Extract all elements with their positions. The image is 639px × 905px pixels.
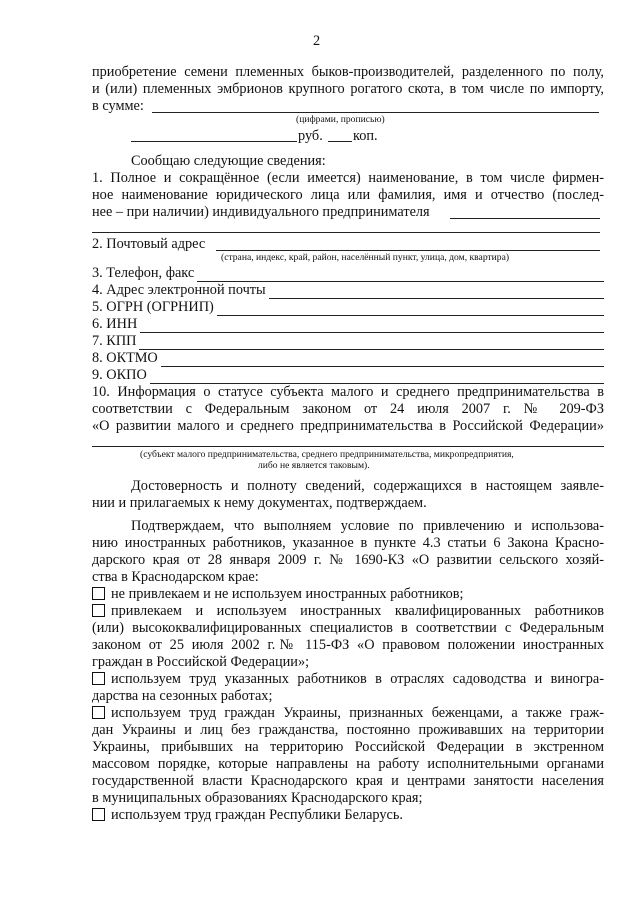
option-5 <box>92 807 403 824</box>
option-2-line-2: (или) высококвалифицированных специалистов в соответствии с Федеральным <box>92 620 604 636</box>
confirm-line-1: Достоверность и полноту сведений, содержащихся в настоящем заявле- <box>131 478 604 494</box>
option-4-line-1 <box>92 705 604 722</box>
inn-field[interactable] <box>140 319 604 333</box>
okpo-row <box>92 367 604 384</box>
option-4-line-2: дан Украины и лиц без гражданства, постоянно проживавших на территории <box>92 722 604 738</box>
intro-line-1: приобретение семени племенных быков-производителей, разделенного по полу, <box>92 64 604 80</box>
option-1-checkbox[interactable] <box>92 587 105 600</box>
rub-label: руб. <box>298 128 323 144</box>
option-3-label-1: используем труд указанных работников в отраслях садоводства и виногра- <box>111 671 604 687</box>
condition-line-2: нию иностранных работников, указанное в пункте 4.3 статьи 6 Закона Красно- <box>92 535 604 551</box>
phone-fax-row <box>92 265 604 282</box>
confirm-line-2: нии и прилагаемых к нему документах, подтверждаем. <box>92 495 427 511</box>
kpp-field[interactable] <box>139 336 604 350</box>
condition-line-1: Подтверждаем, что выполняем условие по привлечению и использова- <box>131 518 604 534</box>
option-2-label-1: привлекаем и используем иностранных квалифицированных работников <box>111 603 604 619</box>
option-2-checkbox[interactable] <box>92 604 105 617</box>
option-5-label: используем труд граждан Республики Беларусь. <box>111 807 403 823</box>
amount-field[interactable] <box>152 112 599 113</box>
sme-status-caption-2: либо не является таковым). <box>258 460 370 471</box>
item1-line-2: ное наименование юридического лица или фамилия, имя и отчество (послед- <box>92 187 604 203</box>
rub-field[interactable] <box>131 141 297 142</box>
info-heading: Сообщаю следующие сведения: <box>131 153 326 169</box>
phone-fax-label: 3. Телефон, факс <box>92 265 195 281</box>
page-number: 2 <box>313 33 321 49</box>
inn-label: 6. ИНН <box>92 316 138 332</box>
postal-address-caption: (страна, индекс, край, район, населённый пункт, улица, дом, квартира) <box>221 252 510 263</box>
option-3-line-1 <box>92 671 604 688</box>
condition-line-4: ства в Краснодарском крае: <box>92 569 259 585</box>
option-4-line-6: в муниципальных образованиях Краснодарского края; <box>92 790 423 806</box>
item1-line-1: 1. Полное и сокращённое (если имеется) наименование, в том числе фирмен- <box>92 170 604 186</box>
item10-line-3: «О развитии малого и среднего предпринимательства в Российской Федерации» <box>92 418 604 434</box>
option-4-line-4: массовом порядке, которые направлены на работу исполнительными органами <box>92 756 604 772</box>
okpo-field[interactable] <box>150 370 604 384</box>
email-row <box>92 282 604 299</box>
postal-address-field[interactable] <box>216 250 600 251</box>
option-4-label-1: используем труд граждан Украины, признанных беженцами, а также граж- <box>111 705 604 721</box>
ogrn-label: 5. ОГРН (ОГРНИП) <box>92 299 214 315</box>
org-name-field-2[interactable] <box>92 232 600 233</box>
item10-line-1: 10. Информация о статусе субъекта малого и среднего предпринимательства в <box>92 384 604 400</box>
option-2-line-1 <box>92 603 604 620</box>
oktmo-field[interactable] <box>161 353 604 367</box>
option-1-label: не привлекаем и не используем иностранных работников; <box>111 586 464 602</box>
amount-caption: (цифрами, прописью) <box>296 114 385 125</box>
option-4-checkbox[interactable] <box>92 706 105 719</box>
option-5-checkbox[interactable] <box>92 808 105 821</box>
intro-line-3: в сумме: <box>92 98 144 114</box>
kop-label: коп. <box>353 128 378 144</box>
org-name-field-1[interactable] <box>450 218 600 219</box>
option-4-line-3: Украины, прибывших на территорию Российской Федерации в экстренном <box>92 739 604 755</box>
ogrn-field[interactable] <box>217 302 604 316</box>
intro-line-2: и (или) племенных эмбрионов крупного рогатого скота, в том числе по импорту, <box>92 81 604 97</box>
phone-fax-field[interactable] <box>197 268 604 282</box>
option-3-checkbox[interactable] <box>92 672 105 685</box>
kpp-label: 7. КПП <box>92 333 137 349</box>
inn-row <box>92 316 604 333</box>
option-2-line-3: законом от 25 июля 2002 г.№ 115-ФЗ «О правовом положении иностранных <box>92 637 604 653</box>
okpo-label: 9. ОКПО <box>92 367 147 383</box>
option-1 <box>92 586 464 603</box>
condition-line-3: дарского края от 28 января 2009 г. № 1690-КЗ «О развитии сельского хозяй- <box>92 552 604 568</box>
email-field[interactable] <box>269 285 604 299</box>
oktmo-row <box>92 350 604 367</box>
option-2-line-4: граждан в Российской Федерации»; <box>92 654 310 670</box>
item1-line-3: нее – при наличии) индивидуального предпринимателя <box>92 204 430 220</box>
kop-field[interactable] <box>328 141 352 142</box>
option-3-line-2: дарства на сезонных работах; <box>92 688 273 704</box>
sme-status-field[interactable] <box>92 446 604 447</box>
postal-address-label: 2. Почтовый адрес <box>92 236 206 252</box>
oktmo-label: 8. ОКТМО <box>92 350 158 366</box>
ogrn-row <box>92 299 604 316</box>
sme-status-caption-1: (субъект малого предпринимательства, среднего предпринимательства, микропредприятия, <box>140 449 514 460</box>
item10-line-2: соответствии с Федеральным законом от 24 июля 2007 г. № 209-ФЗ <box>92 401 604 417</box>
kpp-row <box>92 333 604 350</box>
email-label: 4. Адрес электронной почты <box>92 282 266 298</box>
option-4-line-5: государственной власти Краснодарского края и центрами занятости населения <box>92 773 604 789</box>
